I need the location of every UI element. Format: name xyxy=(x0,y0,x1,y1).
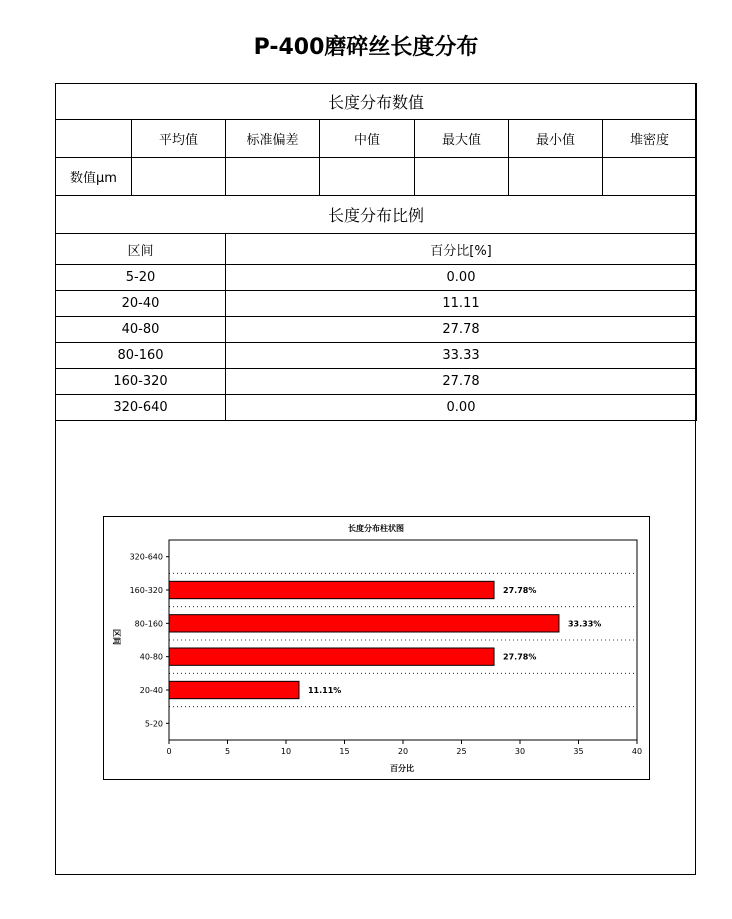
distribution-header-range: 区间 xyxy=(56,234,226,265)
distribution-percent-cell: 11.11 xyxy=(226,291,697,317)
stats-value xyxy=(226,158,320,196)
chart-x-tick-label: 35 xyxy=(573,747,584,756)
chart-x-tick-label: 25 xyxy=(456,747,467,756)
distribution-header-percent: 百分比[%] xyxy=(226,234,697,265)
chart-plot-frame xyxy=(169,540,637,740)
stats-value xyxy=(320,158,415,196)
chart-x-tick-label: 40 xyxy=(631,747,643,756)
distribution-range-cell: 40-80 xyxy=(56,317,226,343)
distribution-percent-cell: 27.78 xyxy=(226,317,697,343)
chart-x-tick-label: 5 xyxy=(224,747,231,756)
distribution-range-cell: 320-640 xyxy=(56,395,226,421)
chart-y-axis-label: 区间 xyxy=(112,629,121,645)
chart-y-tick-label: 160-320 xyxy=(129,586,163,595)
data-table xyxy=(55,83,697,421)
chart-data-label: 33.33% xyxy=(567,619,602,629)
stats-header: 标准偏差 xyxy=(226,120,320,158)
stats-row-label: 数值μm xyxy=(56,158,132,196)
chart-x-tick-label: 10 xyxy=(280,747,292,756)
chart-y-tick-label: 5-20 xyxy=(144,719,163,729)
chart-x-tick-label: 15 xyxy=(339,747,350,756)
stats-value xyxy=(603,158,697,196)
chart-y-tick-label: 20-40 xyxy=(139,686,163,695)
distribution-percent-cell: 33.33 xyxy=(226,343,697,369)
chart-data-label: 27.78% xyxy=(503,586,537,595)
distribution-section-title: 长度分布比例 xyxy=(56,196,697,234)
stats-header: 中值 xyxy=(320,120,415,158)
stats-header: 堆密度 xyxy=(603,120,697,158)
distribution-range-cell: 160-320 xyxy=(56,369,226,395)
distribution-percent-cell: 0.00 xyxy=(226,395,697,421)
stats-value xyxy=(415,158,509,196)
distribution-range-cell: 5-20 xyxy=(56,265,226,291)
stats-header: 最小值 xyxy=(509,120,603,158)
chart-y-tick-label: 320-640 xyxy=(129,552,163,562)
chart-data-label: 27.78% xyxy=(503,652,537,662)
chart-x-tick-label: 30 xyxy=(514,747,526,756)
distribution-range-cell: 80-160 xyxy=(56,343,226,369)
chart-y-tick-label: 80-160 xyxy=(134,619,163,629)
distribution-range-cell: 20-40 xyxy=(56,291,226,317)
chart-bar xyxy=(169,615,559,632)
chart-svg xyxy=(104,517,649,779)
chart-bar xyxy=(169,648,494,665)
distribution-percent-cell: 27.78 xyxy=(226,369,697,395)
chart-plot-area xyxy=(130,540,643,756)
stats-header: 平均值 xyxy=(132,120,226,158)
chart-x-tick-label: 0 xyxy=(166,747,172,756)
bar-chart xyxy=(103,516,650,780)
stats-value xyxy=(132,158,226,196)
distribution-percent-cell: 0.00 xyxy=(226,265,697,291)
chart-y-tick-label: 40-80 xyxy=(139,652,163,662)
stats-header-empty xyxy=(56,120,132,158)
stats-section-title: 长度分布数值 xyxy=(56,84,697,120)
stats-header: 最大值 xyxy=(415,120,509,158)
chart-data-label: 11.11% xyxy=(307,686,342,695)
chart-bar xyxy=(169,581,494,598)
page-title: P-400磨碎丝长度分布 xyxy=(253,35,479,60)
chart-bar xyxy=(169,681,299,698)
chart-title: 长度分布柱状图 xyxy=(348,524,404,533)
stats-value xyxy=(509,158,603,196)
chart-x-tick-label: 20 xyxy=(397,747,409,756)
chart-x-axis-label: 百分比 xyxy=(390,764,414,773)
